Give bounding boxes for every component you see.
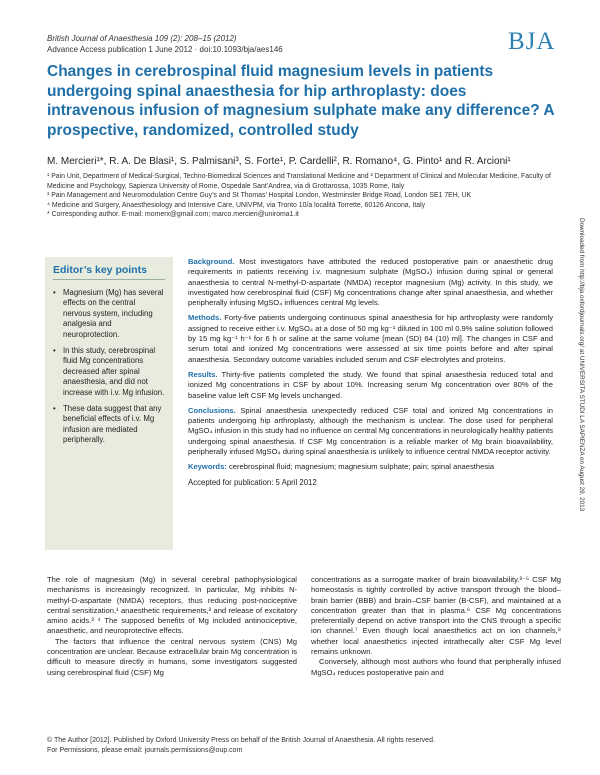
body-paragraph: concentrations as a surrogate marker of brain bioavailability.³⁻⁵ CSF Mg homeostasis is tightly controlled by active transport through the blood–brain barrier (BBB) and brain–CSF barrier (B-CSF), and maintained at a concentration greater than that in plasma.⁶ CSF Mg concentrations preferentially depend on active transport into the CNS through a specific ion channel.⁷ Even though local anaesthetics act on ion channels,⁸ whether local anaesthetics injected intrathecally alter CSF Mg level remains unknown. [311, 575, 561, 657]
editors-key-points-box [45, 257, 173, 550]
abstract-conclusions [188, 406, 553, 457]
journal-citation: British Journal of Anaesthesia 109 (2): 208–15 (2012) [47, 34, 237, 43]
conclusions-label: Conclusions. [188, 405, 236, 415]
corresponding-author: * Corresponding author. E-mail: momerx@gmail.com; marco.mercieri@uniroma1.it [47, 211, 299, 219]
key-points-divider [53, 279, 165, 280]
body-column-left [47, 575, 297, 678]
download-watermark [576, 218, 586, 598]
journal-header [47, 33, 283, 55]
author-list: M. Mercieri¹*, R. A. De Blasi¹, S. Palmisani³, S. Forte¹, P. Cardelli², R. Romano⁴, G. Pinto¹ and R. Arcioni¹ [47, 156, 511, 167]
journal-logo: BJA [508, 28, 556, 55]
key-points-list [53, 288, 165, 446]
keywords-text: cerebrospinal fluid; magnesium; magnesium sulphate; pain; spinal anaesthesia [228, 462, 495, 472]
abstract [188, 257, 553, 493]
affiliation-3: ³ Pain Management and Neuromodulation Centre Guy’s and St Thomas’ Hospital London, Westminster Bridge Road, London SE1 7EH, UK [47, 192, 472, 200]
methods-text: Forty-five patients undergoing continuous spinal anaesthesia for hip arthroplasty were randomly assigned to receive either i.v. MgSO₄ at a dose of 50 mg kg⁻¹ diluted in 100 ml 0.9% saline solution followed by 15 mg kg⁻¹ h⁻¹ for 6 h or saline at the same volume [mean (SD) 64 (10) ml]. The changes in CSF and serum total and ionized Mg concentrations were assessed at six time points before and after spinal anaesthesia. Secondary outcome variables included serum and CSF electrolytes and proteins. [188, 313, 553, 364]
abstract-keywords [188, 462, 553, 472]
methods-label: Methods. [188, 313, 222, 323]
results-label: Results. [188, 369, 218, 379]
accepted-date: Accepted for publication: 5 April 2012 [188, 477, 317, 487]
advance-access-line: Advance Access publication 1 June 2012 · doi:10.1093/bja/aes146 [47, 45, 283, 54]
abstract-background [188, 257, 553, 308]
affiliation-4: ⁴ Medicine and Surgery, Anaesthesiology and Intensive Care, UNIVPM, via Tronto 10/a località Torrette, 60126 Ancona, Italy [47, 201, 426, 209]
body-paragraph: The factors that influence the central nervous system (CNS) Mg concentration are unclear. Because extracellular brain Mg concentration is difficult to measure directly in humans, some investigators suggested using cerebrospinal fluid (CSF) Mg [47, 636, 297, 677]
keywords-label: Keywords: [188, 462, 227, 472]
download-watermark-text: Downloaded from http://bja.oxfordjournals.org/ at UNIVERSITA STUDI LA SAPIENZA on August 29, 2013 [578, 218, 585, 512]
background-label: Background. [188, 257, 235, 266]
body-paragraph: Conversely, although most authors who found that peripherally infused MgSO₄ reduces postoperative pain and [311, 657, 561, 677]
affiliations [47, 172, 567, 220]
page-footer [47, 736, 435, 756]
key-point: • These data suggest that any beneficial effects of i.v. Mg infusion are mediated peripherally. [53, 404, 165, 446]
copyright-line: © The Author [2012]. Published by Oxford University Press on behalf of the British Journal of Anaesthesia. All rights reserved. [47, 737, 435, 744]
key-point: • Magnesium (Mg) has several effects on the central nervous system, including analgesia and neuroprotection. [53, 288, 165, 340]
permissions-line: For Permissions, please email: journals.permissions@oup.com [47, 747, 243, 754]
body-column-right [311, 575, 561, 678]
affiliation-1: ¹ Pain Unit, Department of Medical-Surgical, Techno-Biomedical Sciences and Translational Medicine and ² Department of Clinical and Molecular Medicine, Faculty of Medicine and Psychology, Sapienza University of Rome, Ospedale Sant’Andrea, via di Grottarossa, 1035 Rome, Italy [47, 173, 551, 190]
key-points-heading: Editor’s key points [53, 264, 147, 276]
conclusions-text: Spinal anaesthesia unexpectedly reduced CSF total and ionized Mg concentrations in patients undergoing hip arthroplasty, although the mechanism is unclear. The dose used for peripheral MgSO₄ infusion in this study had no influence on central Mg concentrations in neurologically healthy patients undergoing spinal anaesthesia. If CSF Mg concentration is a reliable marker of Mg brain bioavailability, peripherally infused MgSO₄ during spinal anaesthesia is unlikely to influence central NMDA receptor activity. [188, 405, 553, 457]
key-point: • In this study, cerebrospinal fluid Mg concentrations decreased after spinal anaesthesia, and did not increase with i.v. Mg infusion. [53, 346, 165, 398]
results-text: Thirty-five patients completed the study. We found that spinal anaesthesia reduced total and ionized Mg concentrations in CSF by about 10%. Increasing serum Mg concentration over 80% of the baseline value left CSF Mg levels unchanged. [188, 369, 553, 400]
background-text: Most investigators have attributed the reduced postoperative pain or anaesthetic drug requirements in patients receiving i.v. magnesium sulphate (MgSO₄) infusion during spinal or general anaesthesia to central N-methyl-D-aspartate (NMDA) receptor magnesium (Mg) activity. In this study, we investigated how cerebrospinal fluid (CSF) Mg concentrations change after spinal anaesthesia, and whether peripherally infusing MgSO₄ influences central Mg levels. [188, 257, 553, 308]
body-paragraph: The role of magnesium (Mg) in several cerebral pathophysiological mechanisms is increasingly recognized. In particular, Mg inhibits N-methyl-D-aspartate (NMDA) receptors, thus reducing post-nociceptive central sensitization,¹ anaesthetic requirements,² and release of excitatory amino acids.³ ⁴ The supposed benefits of Mg included antinociceptive, anaesthetic, and neuroprotective effects. [47, 575, 297, 636]
article-title: Changes in cerebrospinal fluid magnesium levels in patients undergoing spinal anaesthesia for hip arthroplasty: does intravenous infusion of magnesium sulphate make any difference? A prospective, randomized, controlled study [47, 63, 555, 139]
abstract-results [188, 370, 553, 401]
abstract-methods [188, 313, 553, 364]
